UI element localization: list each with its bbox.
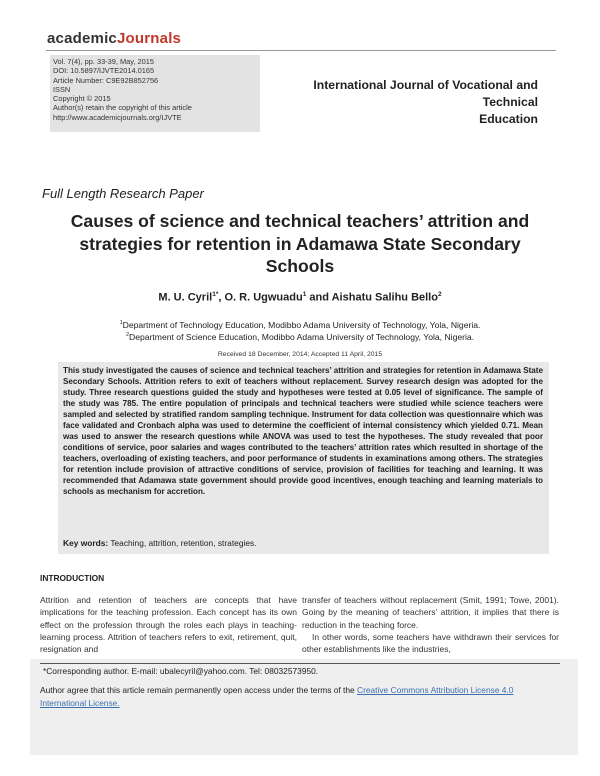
author-separator: and: [306, 291, 332, 304]
meta-doi: DOI: 10.5897/IJVTE2014.0165: [53, 66, 155, 76]
article-meta-box: [50, 55, 260, 132]
section-heading-introduction: INTRODUCTION: [40, 573, 105, 583]
publisher-logo: [47, 30, 181, 47]
body-column-left: [40, 594, 297, 655]
author-sup: 1: [302, 291, 307, 298]
affiliation-sup: 2: [125, 332, 129, 339]
open-access-text: Author agree that this article remain permanently open access under the terms of the: [40, 685, 358, 695]
affiliation-text: Department of Technology Education, Modibbo Adama University of Technology, Yola, Nigeria.: [122, 320, 481, 330]
paragraph: transfer of teachers without replacement (Smit, 1991; Towe, 2001). Going by the meaning of teachers’ attrition, it implies that there is reduction in the teaching force.: [302, 595, 559, 630]
meta-article-number: Article Number: C9E92B852756: [53, 75, 159, 85]
title-line: strategies for retention in Adamawa State Secondary: [79, 233, 521, 254]
author-sup: 1*: [212, 291, 219, 298]
journal-title: [262, 77, 538, 128]
author-sup: 2: [437, 291, 442, 298]
article-type: Full Length Research Paper: [42, 186, 204, 201]
open-access-notice: [40, 684, 550, 710]
title-line: Schools: [265, 256, 335, 276]
paragraph: Attrition and retention of teachers are concepts that have implications for the teaching profession. Each concept has its own effect on the profession through the roles each plays in teaching-learning process. Attrition of teachers refers to exit, retirement, quit, resignation and: [40, 595, 297, 655]
author-name: Aishatu Salihu Bello: [331, 291, 438, 304]
header-divider: [46, 50, 556, 51]
keywords-label: Key words:: [63, 538, 109, 548]
author-name: M. U. Cyril: [158, 291, 213, 304]
received-dates: Received 18 December, 2014; Accepted 11 April, 2015: [217, 351, 383, 358]
title-line: Causes of science and technical teachers’ attrition and: [70, 211, 530, 231]
journal-title-line1: International Journal of Vocational and Technical: [313, 78, 538, 109]
meta-url[interactable]: http://www.academicjournals.org/IJVTE: [53, 112, 182, 122]
corresponding-author: *Corresponding author. E-mail: ubalecyril@yahoo.com. Tel: 08032573950.: [43, 666, 319, 676]
keywords-value: Teaching, attrition, retention, strategies.: [108, 538, 257, 548]
author-name: O. R. Ugwuadu: [224, 291, 303, 304]
affiliation-text: Department of Science Education, Modibbo Adama University of Technology, Yola, Nigeria.: [129, 332, 475, 342]
abstract-text: This study investigated the causes of science and technical teachers’ attrition and strategies for retention in Adamawa State Secondary Schools. Attrition refers to exit of teachers without replacement. Survey research design was adopted for the study. Three research questions guided the study and hypotheses were tested at 0.05 level of significance. The sample of the study was 785. The entire population of principals and technical teachers were studied while science teachers were sampled and selected by stratified random sampling technique. Instrument for data collection was questionnaire which was face validated and Cronbach alpha was used to determine the coefficient of internal consistency which yielded 0.71. Mean was used to answer the research questions while ANOVA was used to test the hypotheses. The study revealed that poor conditions of service, poor salaries and wages contributed to the teachers’ attrition rates which resulted in shortage of the teachers, overloading of existing teachers, and poor performance of students in examinations among others. The strategies for retention include provision of attractive conditions of service, provision of facilities for teaching and learning. It was recommended that Adamawa state government should provide good incentives, enough teaching and learning materials to schools as mechanism for accretion.: [63, 366, 543, 496]
meta-issn: ISSN: [53, 84, 71, 94]
affiliation-1: [40, 320, 560, 330]
meta-copyright: Copyright © 2015: [53, 94, 111, 104]
author-separator: ,: [218, 291, 225, 304]
affiliation-2: [40, 332, 560, 342]
author-list: [40, 291, 560, 304]
article-title: [40, 210, 560, 278]
journal-title-line2: Education: [479, 112, 538, 126]
license-link[interactable]: Creative Commons Attribution License 4.0 International License.: [40, 685, 514, 708]
meta-rights: Author(s) retain the copyright of this article: [53, 103, 192, 113]
publisher-name-part1: academic: [47, 30, 117, 47]
paragraph: In other words, some teachers have withdrawn their services for other establishments like the industries,: [302, 631, 559, 655]
keywords: [63, 538, 257, 548]
affiliation-sup: 1: [119, 320, 123, 327]
footnote-divider: [40, 663, 560, 664]
meta-volume: Vol. 7(4), pp. 33-39, May, 2015: [53, 57, 154, 66]
body-column-right: [302, 594, 559, 655]
publisher-name-part2: Journals: [116, 30, 182, 47]
